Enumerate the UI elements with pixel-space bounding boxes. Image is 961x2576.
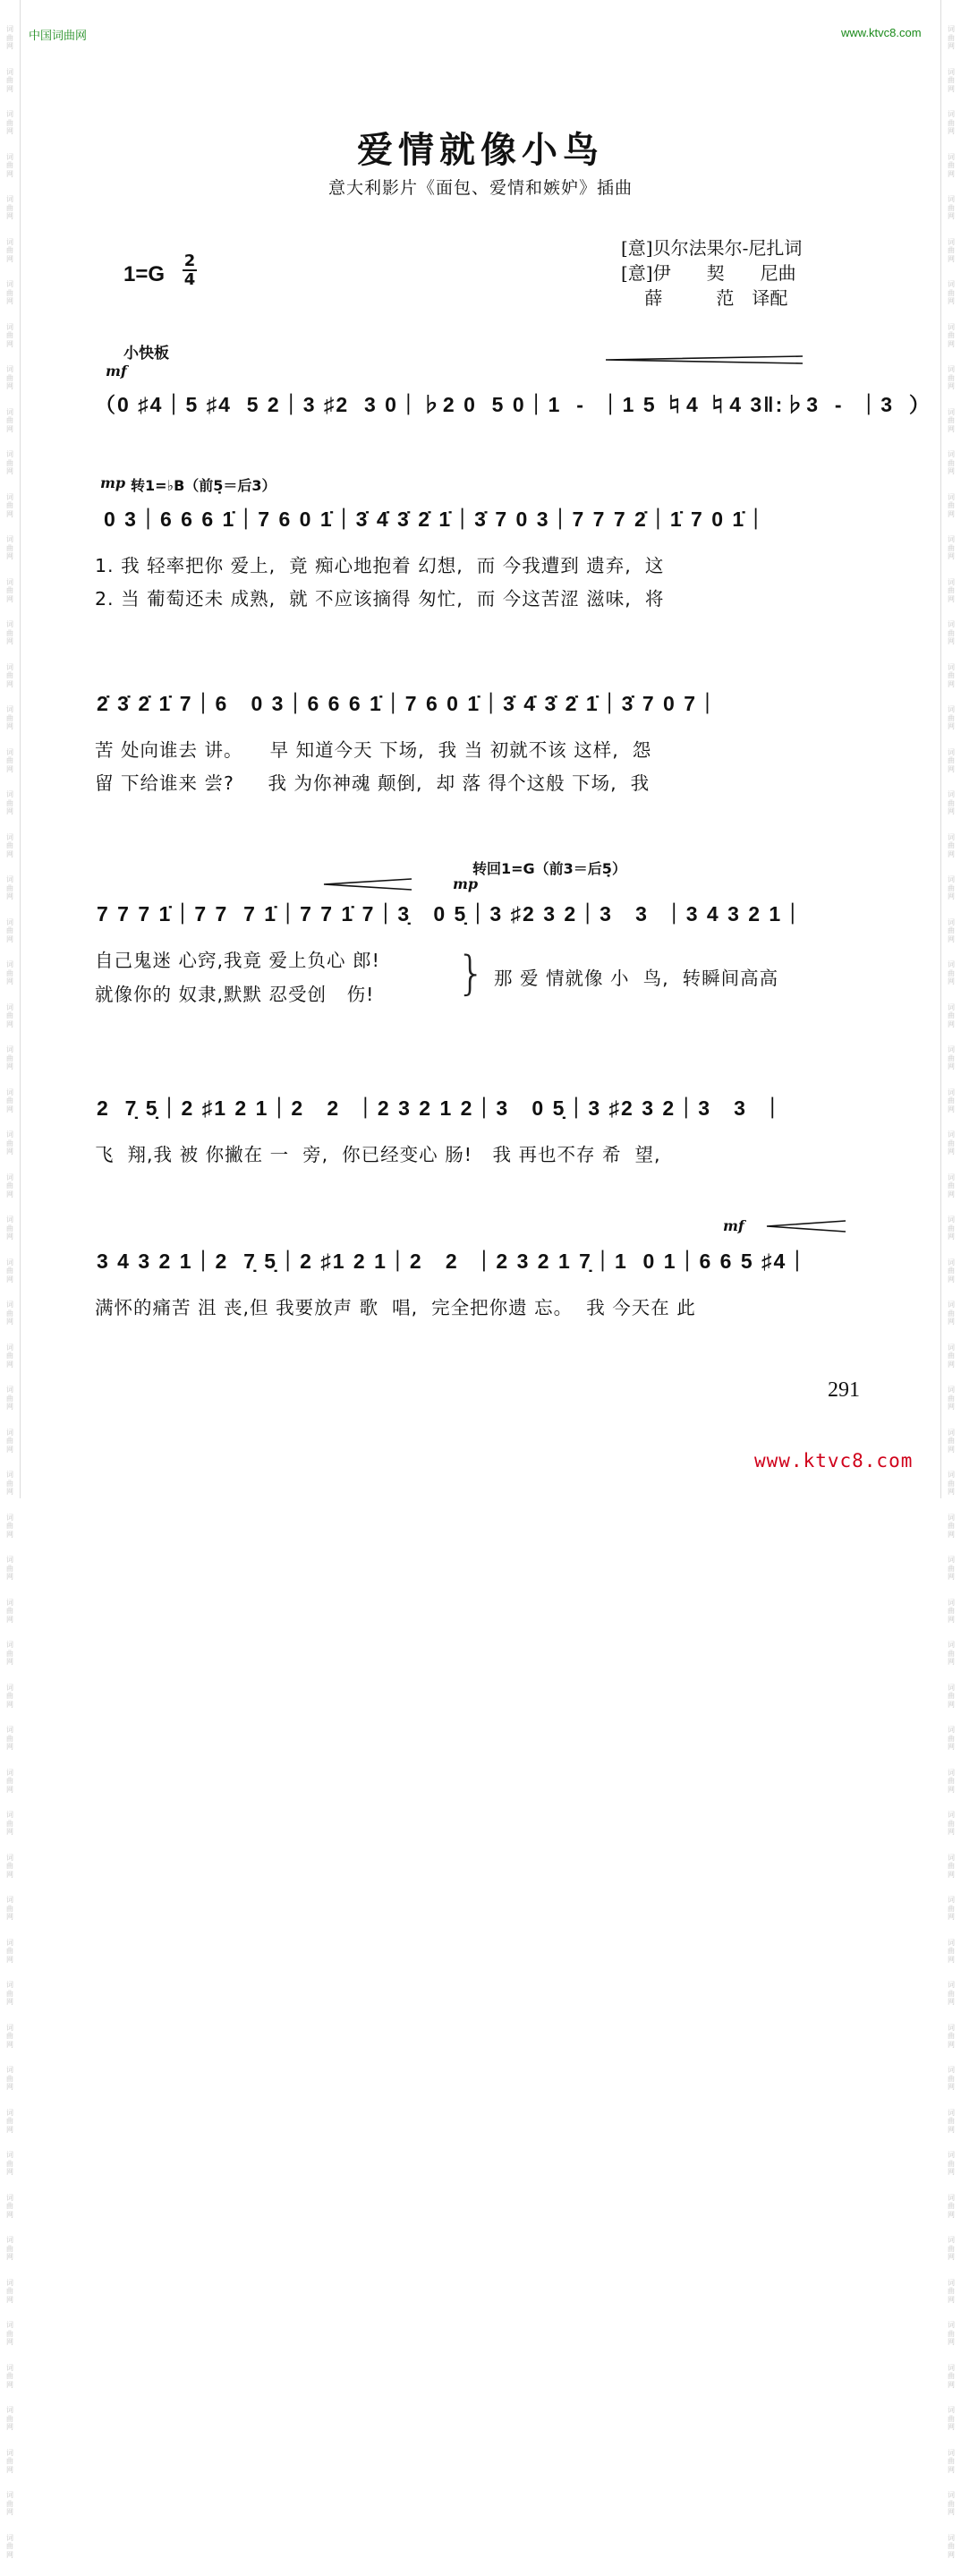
time-signature — [183, 252, 197, 288]
lyricist-credit: [意]贝尔法果尔-尼扎词 — [621, 237, 803, 259]
left-watermark-strip — [0, 0, 20, 2559]
footer-url: www.ktvc8.com — [754, 1450, 914, 1471]
notation-line-1: 0 3｜6 6 6 1̇｜7 6 0 1̇｜3̇ 4̇ 3̇ 2̇ 1̇｜3̇ 7 0 3｜7 7 7 2̇｜1̇ 7 0 1̇｜ — [104, 508, 769, 531]
dynamic-verse: mp — [100, 474, 126, 491]
time-signature-bottom: 4 — [183, 270, 196, 289]
notation-line-2: 2̇ 3̇ 2̇ 1̇ 7｜6 0 3｜6 6 6 1̇｜7 6 0 1̇｜3̇ 4̇ 3̇ 2̇ 1̇｜3̇ 7 0 7｜ — [97, 692, 719, 715]
verse-brace: } — [456, 947, 487, 1001]
watermark-text: 词 曲 网 词 曲 网 词 曲 网 词 曲 网 词 曲 网 词 曲 网 词 曲 网 词 曲 网 词 曲 网 词 曲 网 词 曲 网 词 曲 网 词 曲 网 词 曲 网 词 曲 网 词 曲 网 词 曲 网 词 曲 网 词 曲 网 词 曲 网 词 曲 网 词 曲 网 词 曲 网 词 曲 网 词 曲 网 词 曲 网 词 曲 网 词 曲 网 词 曲 网 词 曲 网 词 曲 网 词 曲 网 词 曲 网 词 曲 网 词 曲 网 词 曲 网 词 曲 网 词 曲 网 词 曲 网 词 曲 网 词 曲 网 词 曲 网 词 曲 网 词 曲 网 词 曲 网 词 曲 网 词 曲 网 词 曲 网 词 曲 网 词 曲 网 词 曲 网 词 曲 网 词 曲 网 词 曲 网 词 曲 网 词 曲 网 词 曲 网 词 曲 网 词 曲 网 词 曲 网 — [6, 25, 13, 2559]
song-subtitle: 意大利影片《面包、爱情和嫉妒》插曲 — [327, 178, 633, 198]
composer-credit: [意]伊 契 尼曲 — [621, 262, 796, 284]
notation-line-4: 2 7̣ 5̣｜2 ♯1 2 1｜2 2 ｜2 3 2 1 2｜3 0 5̣｜3 ♯2 3 2｜3 3 ｜ — [97, 1096, 785, 1120]
song-title: 爱情就像小鸟 — [357, 129, 604, 171]
dynamic-chorus: mp — [453, 875, 479, 892]
time-signature-top: 2 — [183, 252, 196, 270]
lyrics-line-5: 满怀的痛苦 沮 丧,但 我要放声 歌 唱, 完全把你遗 忘。 我 今天在 此 — [95, 1297, 696, 1318]
lyrics-line-1-verse-2: 2. 当 葡萄还未 成熟, 就 不应该摘得 匆忙, 而 今这苦涩 滋味, 将 — [95, 588, 665, 610]
left-margin-line — [20, 0, 21, 1498]
tempo-marking: 小快板 — [123, 345, 169, 363]
lyrics-line-1-verse-1: 1. 我 轻率把你 爱上, 竟 痴心地抱着 幻想, 而 今我遭到 遗弃, 这 — [95, 555, 665, 576]
right-margin-line — [940, 0, 941, 1498]
line5-hairpin — [765, 1219, 850, 1233]
dynamic-intro: mf — [106, 363, 127, 380]
watermark-text: 词 曲 网 词 曲 网 词 曲 网 词 曲 网 词 曲 网 词 曲 网 词 曲 网 词 曲 网 词 曲 网 词 曲 网 词 曲 网 词 曲 网 词 曲 网 词 曲 网 词 曲 网 词 曲 网 词 曲 网 词 曲 网 词 曲 网 词 曲 网 词 曲 网 词 曲 网 词 曲 网 词 曲 网 词 曲 网 词 曲 网 词 曲 网 词 曲 网 词 曲 网 词 曲 网 词 曲 网 词 曲 网 词 曲 网 词 曲 网 词 曲 网 词 曲 网 词 曲 网 词 曲 网 词 曲 网 词 曲 网 词 曲 网 词 曲 网 词 曲 网 词 曲 网 词 曲 网 词 曲 网 词 曲 网 词 曲 网 词 曲 网 词 曲 网 词 曲 网 词 曲 网 词 曲 网 词 曲 网 词 曲 网 词 曲 网 词 曲 网 词 曲 网 词 曲 网 词 曲 网 — [948, 25, 955, 2559]
lyrics-line-3-verse-1: 自己鬼迷 心窍,我竟 爱上负心 郎! — [95, 950, 380, 971]
site-url-header: www.ktvc8.com — [841, 26, 922, 39]
notation-line-3: 7 7 7 1̇｜7 7 7 1̇｜7 7 1̇ 7｜3̣ 0 5̣｜3 ♯2 3 2｜3 3 ｜3 4 3 2 1｜ — [97, 902, 805, 925]
intro-hairpin — [604, 353, 810, 367]
site-name-header: 中国词曲网 — [29, 29, 88, 42]
dynamic-ending: mf — [723, 1217, 744, 1234]
lyrics-line-2-verse-2: 留 下给谁来 尝? 我 为你神魂 颠倒, 却 落 得个这般 下场, 我 — [95, 772, 651, 794]
intro-notation: （0 ♯4｜5 ♯4 5 2｜3 ♯2 3 0｜♭2 0 5 0｜1 - ｜1 5 ♮4 ♮4 3‖:♭3 - ｜3 ） — [95, 393, 931, 416]
modulation-verse: 转1=♭B（前5̣＝后3） — [131, 477, 276, 494]
notation-line-5: 3 4 3 2 1｜2 7̣ 5̣｜2 ♯1 2 1｜2 2 ｜2 3 2 1 7̣｜1 0 1｜6 6 5 ♯4｜ — [97, 1250, 810, 1273]
lyrics-line-2-verse-1: 苦 处向谁去 讲。 早 知道今天 下场, 我 当 初就不该 这样, 怨 — [95, 739, 652, 761]
lyrics-line-3-verse-2: 就像你的 奴隶,默默 忍受创 伤! — [95, 984, 375, 1005]
line3-hairpin — [322, 877, 416, 891]
key-signature: 1=G — [123, 262, 166, 286]
credits-block — [621, 235, 802, 311]
arranger-credit: 薛 范 译配 — [621, 287, 788, 309]
page-number: 291 — [828, 1378, 860, 1402]
lyrics-line-3-chorus: 那 爱 情就像 小 鸟, 转瞬间高高 — [494, 968, 779, 989]
lyrics-line-4: 飞 翔,我 被 你撇在 一 旁, 你已经变心 肠! 我 再也不存 希 望, — [95, 1144, 661, 1165]
modulation-chorus: 转回1=G（前3＝后5̣） — [472, 860, 626, 877]
right-watermark-strip — [941, 0, 961, 2559]
